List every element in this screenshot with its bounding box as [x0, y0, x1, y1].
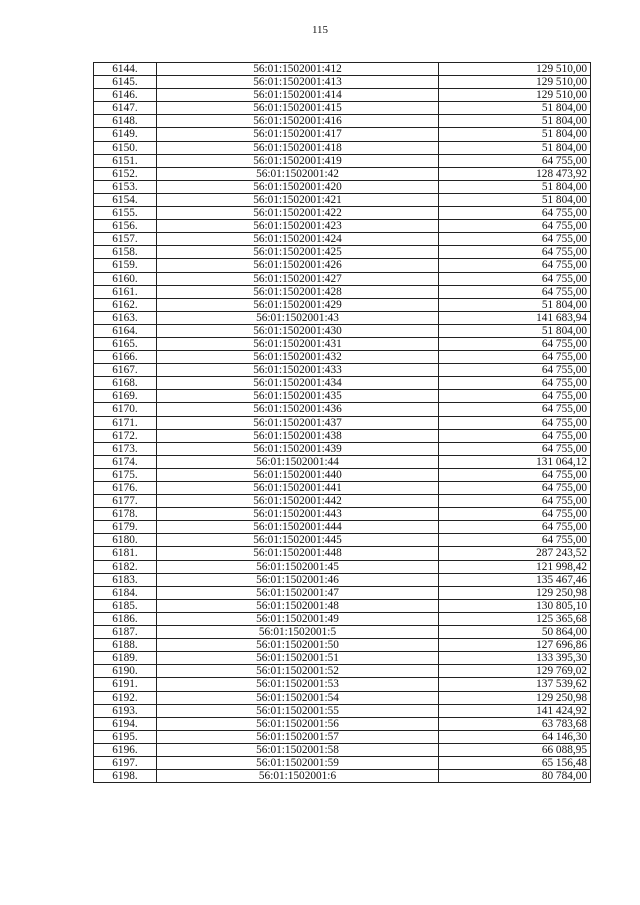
cadastral-number-cell: 56:01:1502001:56 [157, 717, 439, 730]
cadastral-value-cell: 51 804,00 [439, 193, 591, 206]
cadastral-number-cell: 56:01:1502001:413 [157, 76, 439, 89]
cadastral-number-cell: 56:01:1502001:51 [157, 652, 439, 665]
row-number-cell: 6167. [94, 364, 157, 377]
cadastral-value-cell: 64 755,00 [439, 482, 591, 495]
row-number-cell: 6163. [94, 311, 157, 324]
row-number-cell: 6175. [94, 468, 157, 481]
cadastral-value-cell: 65 156,48 [439, 756, 591, 769]
cadastral-value-cell: 287 243,52 [439, 547, 591, 560]
table-row [94, 560, 591, 573]
table-body [94, 63, 591, 783]
cadastral-value-cell: 64 755,00 [439, 403, 591, 416]
row-number-cell: 6184. [94, 586, 157, 599]
cadastral-value-cell: 64 755,00 [439, 337, 591, 350]
cadastral-value-cell: 64 755,00 [439, 259, 591, 272]
cadastral-value-cell: 129 769,02 [439, 665, 591, 678]
cadastral-number-cell: 56:01:1502001:57 [157, 730, 439, 743]
cadastral-value-cell: 128 473,92 [439, 167, 591, 180]
cadastral-number-cell: 56:01:1502001:435 [157, 390, 439, 403]
cadastral-number-cell: 56:01:1502001:53 [157, 678, 439, 691]
cadastral-number-cell: 56:01:1502001:59 [157, 756, 439, 769]
table-row [94, 115, 591, 128]
cadastral-number-cell: 56:01:1502001:415 [157, 102, 439, 115]
row-number-cell: 6198. [94, 770, 157, 783]
cadastral-number-cell: 56:01:1502001:442 [157, 495, 439, 508]
cadastral-value-cell: 51 804,00 [439, 128, 591, 141]
cadastral-value-cell: 131 064,12 [439, 455, 591, 468]
cadastral-number-cell: 56:01:1502001:420 [157, 180, 439, 193]
cadastral-number-cell: 56:01:1502001:42 [157, 167, 439, 180]
row-number-cell: 6160. [94, 272, 157, 285]
cadastral-number-cell: 56:01:1502001:49 [157, 612, 439, 625]
cadastral-value-cell: 64 755,00 [439, 272, 591, 285]
table-row [94, 207, 591, 220]
cadastral-value-cell: 133 395,30 [439, 652, 591, 665]
row-number-cell: 6188. [94, 639, 157, 652]
table-row [94, 167, 591, 180]
cadastral-number-cell: 56:01:1502001:422 [157, 207, 439, 220]
cadastral-number-cell: 56:01:1502001:425 [157, 246, 439, 259]
cadastral-number-cell: 56:01:1502001:443 [157, 508, 439, 521]
cadastral-value-cell: 80 784,00 [439, 770, 591, 783]
cadastral-value-cell: 129 250,98 [439, 691, 591, 704]
table-row [94, 756, 591, 769]
table-row [94, 730, 591, 743]
cadastral-value-cell: 64 755,00 [439, 442, 591, 455]
cadastral-value-table [93, 62, 591, 783]
table-row [94, 612, 591, 625]
cadastral-number-cell: 56:01:1502001:439 [157, 442, 439, 455]
cadastral-value-cell: 51 804,00 [439, 141, 591, 154]
row-number-cell: 6190. [94, 665, 157, 678]
table-row [94, 665, 591, 678]
cadastral-value-cell: 64 755,00 [439, 534, 591, 547]
cadastral-value-cell: 141 683,94 [439, 311, 591, 324]
cadastral-number-cell: 56:01:1502001:54 [157, 691, 439, 704]
row-number-cell: 6176. [94, 482, 157, 495]
row-number-cell: 6187. [94, 626, 157, 639]
cadastral-value-cell: 141 424,92 [439, 704, 591, 717]
cadastral-number-cell: 56:01:1502001:429 [157, 298, 439, 311]
table-row [94, 455, 591, 468]
cadastral-value-cell: 64 755,00 [439, 246, 591, 259]
cadastral-number-cell: 56:01:1502001:417 [157, 128, 439, 141]
row-number-cell: 6180. [94, 534, 157, 547]
cadastral-number-cell: 56:01:1502001:55 [157, 704, 439, 717]
cadastral-value-cell: 125 365,68 [439, 612, 591, 625]
table-row [94, 403, 591, 416]
row-number-cell: 6157. [94, 233, 157, 246]
cadastral-number-cell: 56:01:1502001:50 [157, 639, 439, 652]
row-number-cell: 6148. [94, 115, 157, 128]
cadastral-value-cell: 50 864,00 [439, 626, 591, 639]
row-number-cell: 6158. [94, 246, 157, 259]
cadastral-value-cell: 64 755,00 [439, 521, 591, 534]
cadastral-number-cell: 56:01:1502001:43 [157, 311, 439, 324]
table-row [94, 377, 591, 390]
table-row [94, 272, 591, 285]
row-number-cell: 6166. [94, 351, 157, 364]
table-row [94, 220, 591, 233]
cadastral-value-cell: 51 804,00 [439, 324, 591, 337]
table-row [94, 482, 591, 495]
table-row [94, 89, 591, 102]
cadastral-value-cell: 129 510,00 [439, 89, 591, 102]
cadastral-number-cell: 56:01:1502001:423 [157, 220, 439, 233]
cadastral-value-cell: 66 088,95 [439, 743, 591, 756]
cadastral-number-cell: 56:01:1502001:44 [157, 455, 439, 468]
table-row [94, 678, 591, 691]
cadastral-number-cell: 56:01:1502001:444 [157, 521, 439, 534]
cadastral-value-cell: 51 804,00 [439, 102, 591, 115]
row-number-cell: 6161. [94, 285, 157, 298]
row-number-cell: 6149. [94, 128, 157, 141]
cadastral-value-cell: 64 755,00 [439, 468, 591, 481]
table-row [94, 337, 591, 350]
cadastral-number-cell: 56:01:1502001:433 [157, 364, 439, 377]
cadastral-value-cell: 64 755,00 [439, 495, 591, 508]
row-number-cell: 6186. [94, 612, 157, 625]
table-row [94, 547, 591, 560]
table-row [94, 495, 591, 508]
row-number-cell: 6181. [94, 547, 157, 560]
row-number-cell: 6152. [94, 167, 157, 180]
table-row [94, 573, 591, 586]
cadastral-number-cell: 56:01:1502001:436 [157, 403, 439, 416]
table-row [94, 652, 591, 665]
cadastral-value-cell: 64 755,00 [439, 351, 591, 364]
row-number-cell: 6145. [94, 76, 157, 89]
table-row [94, 770, 591, 783]
cadastral-value-cell: 129 510,00 [439, 76, 591, 89]
row-number-cell: 6195. [94, 730, 157, 743]
table-row [94, 324, 591, 337]
cadastral-number-cell: 56:01:1502001:440 [157, 468, 439, 481]
row-number-cell: 6156. [94, 220, 157, 233]
row-number-cell: 6151. [94, 154, 157, 167]
table-row [94, 180, 591, 193]
cadastral-value-cell: 63 783,68 [439, 717, 591, 730]
row-number-cell: 6173. [94, 442, 157, 455]
cadastral-number-cell: 56:01:1502001:48 [157, 599, 439, 612]
table-row [94, 416, 591, 429]
row-number-cell: 6192. [94, 691, 157, 704]
cadastral-value-cell: 129 250,98 [439, 586, 591, 599]
table-row [94, 508, 591, 521]
table-row [94, 154, 591, 167]
table-row [94, 626, 591, 639]
cadastral-number-cell: 56:01:1502001:437 [157, 416, 439, 429]
cadastral-number-cell: 56:01:1502001:448 [157, 547, 439, 560]
cadastral-number-cell: 56:01:1502001:426 [157, 259, 439, 272]
table-row [94, 468, 591, 481]
cadastral-value-cell: 51 804,00 [439, 180, 591, 193]
cadastral-number-cell: 56:01:1502001:430 [157, 324, 439, 337]
cadastral-value-cell: 64 755,00 [439, 390, 591, 403]
row-number-cell: 6164. [94, 324, 157, 337]
table-row [94, 599, 591, 612]
table-row [94, 193, 591, 206]
cadastral-value-cell: 127 696,86 [439, 639, 591, 652]
table-row [94, 534, 591, 547]
cadastral-number-cell: 56:01:1502001:47 [157, 586, 439, 599]
row-number-cell: 6174. [94, 455, 157, 468]
table-row [94, 521, 591, 534]
row-number-cell: 6150. [94, 141, 157, 154]
table-row [94, 586, 591, 599]
row-number-cell: 6185. [94, 599, 157, 612]
cadastral-value-cell: 64 755,00 [439, 285, 591, 298]
table-row [94, 102, 591, 115]
row-number-cell: 6159. [94, 259, 157, 272]
row-number-cell: 6183. [94, 573, 157, 586]
row-number-cell: 6170. [94, 403, 157, 416]
cadastral-number-cell: 56:01:1502001:441 [157, 482, 439, 495]
table-row [94, 442, 591, 455]
table-row [94, 704, 591, 717]
row-number-cell: 6147. [94, 102, 157, 115]
cadastral-value-cell: 64 755,00 [439, 508, 591, 521]
table-row [94, 717, 591, 730]
cadastral-number-cell: 56:01:1502001:445 [157, 534, 439, 547]
cadastral-value-cell: 51 804,00 [439, 115, 591, 128]
row-number-cell: 6189. [94, 652, 157, 665]
row-number-cell: 6178. [94, 508, 157, 521]
table-row [94, 743, 591, 756]
table-row [94, 259, 591, 272]
row-number-cell: 6182. [94, 560, 157, 573]
table-row [94, 63, 591, 76]
table-row [94, 390, 591, 403]
cadastral-value-cell: 135 467,46 [439, 573, 591, 586]
row-number-cell: 6154. [94, 193, 157, 206]
row-number-cell: 6153. [94, 180, 157, 193]
cadastral-value-cell: 64 755,00 [439, 154, 591, 167]
row-number-cell: 6193. [94, 704, 157, 717]
table-row [94, 364, 591, 377]
cadastral-value-cell: 130 805,10 [439, 599, 591, 612]
cadastral-value-cell: 51 804,00 [439, 298, 591, 311]
table-row [94, 128, 591, 141]
row-number-cell: 6155. [94, 207, 157, 220]
cadastral-number-cell: 56:01:1502001:414 [157, 89, 439, 102]
row-number-cell: 6177. [94, 495, 157, 508]
cadastral-value-cell: 64 755,00 [439, 220, 591, 233]
table-row [94, 691, 591, 704]
cadastral-number-cell: 56:01:1502001:416 [157, 115, 439, 128]
row-number-cell: 6196. [94, 743, 157, 756]
cadastral-number-cell: 56:01:1502001:5 [157, 626, 439, 639]
cadastral-value-cell: 64 755,00 [439, 364, 591, 377]
row-number-cell: 6165. [94, 337, 157, 350]
cadastral-number-cell: 56:01:1502001:431 [157, 337, 439, 350]
cadastral-number-cell: 56:01:1502001:46 [157, 573, 439, 586]
cadastral-value-cell: 129 510,00 [439, 63, 591, 76]
table-row [94, 285, 591, 298]
cadastral-number-cell: 56:01:1502001:418 [157, 141, 439, 154]
cadastral-value-cell: 64 146,30 [439, 730, 591, 743]
cadastral-number-cell: 56:01:1502001:428 [157, 285, 439, 298]
table-row [94, 351, 591, 364]
row-number-cell: 6172. [94, 429, 157, 442]
table-row [94, 246, 591, 259]
row-number-cell: 6169. [94, 390, 157, 403]
row-number-cell: 6194. [94, 717, 157, 730]
cadastral-value-cell: 64 755,00 [439, 429, 591, 442]
table-row [94, 233, 591, 246]
row-number-cell: 6144. [94, 63, 157, 76]
cadastral-number-cell: 56:01:1502001:432 [157, 351, 439, 364]
cadastral-number-cell: 56:01:1502001:58 [157, 743, 439, 756]
cadastral-value-cell: 64 755,00 [439, 233, 591, 246]
cadastral-value-cell: 64 755,00 [439, 377, 591, 390]
cadastral-number-cell: 56:01:1502001:419 [157, 154, 439, 167]
cadastral-number-cell: 56:01:1502001:412 [157, 63, 439, 76]
cadastral-number-cell: 56:01:1502001:6 [157, 770, 439, 783]
row-number-cell: 6191. [94, 678, 157, 691]
cadastral-number-cell: 56:01:1502001:427 [157, 272, 439, 285]
table-row [94, 429, 591, 442]
cadastral-value-cell: 64 755,00 [439, 207, 591, 220]
cadastral-value-cell: 121 998,42 [439, 560, 591, 573]
row-number-cell: 6162. [94, 298, 157, 311]
row-number-cell: 6168. [94, 377, 157, 390]
cadastral-number-cell: 56:01:1502001:45 [157, 560, 439, 573]
cadastral-number-cell: 56:01:1502001:434 [157, 377, 439, 390]
row-number-cell: 6171. [94, 416, 157, 429]
cadastral-number-cell: 56:01:1502001:52 [157, 665, 439, 678]
cadastral-value-cell: 137 539,62 [439, 678, 591, 691]
cadastral-number-cell: 56:01:1502001:424 [157, 233, 439, 246]
cadastral-value-cell: 64 755,00 [439, 416, 591, 429]
table-row [94, 76, 591, 89]
row-number-cell: 6179. [94, 521, 157, 534]
page-number: 115 [311, 24, 329, 36]
table-row [94, 639, 591, 652]
cadastral-number-cell: 56:01:1502001:438 [157, 429, 439, 442]
table-row [94, 311, 591, 324]
table-row [94, 141, 591, 154]
cadastral-number-cell: 56:01:1502001:421 [157, 193, 439, 206]
row-number-cell: 6197. [94, 756, 157, 769]
row-number-cell: 6146. [94, 89, 157, 102]
table-row [94, 298, 591, 311]
